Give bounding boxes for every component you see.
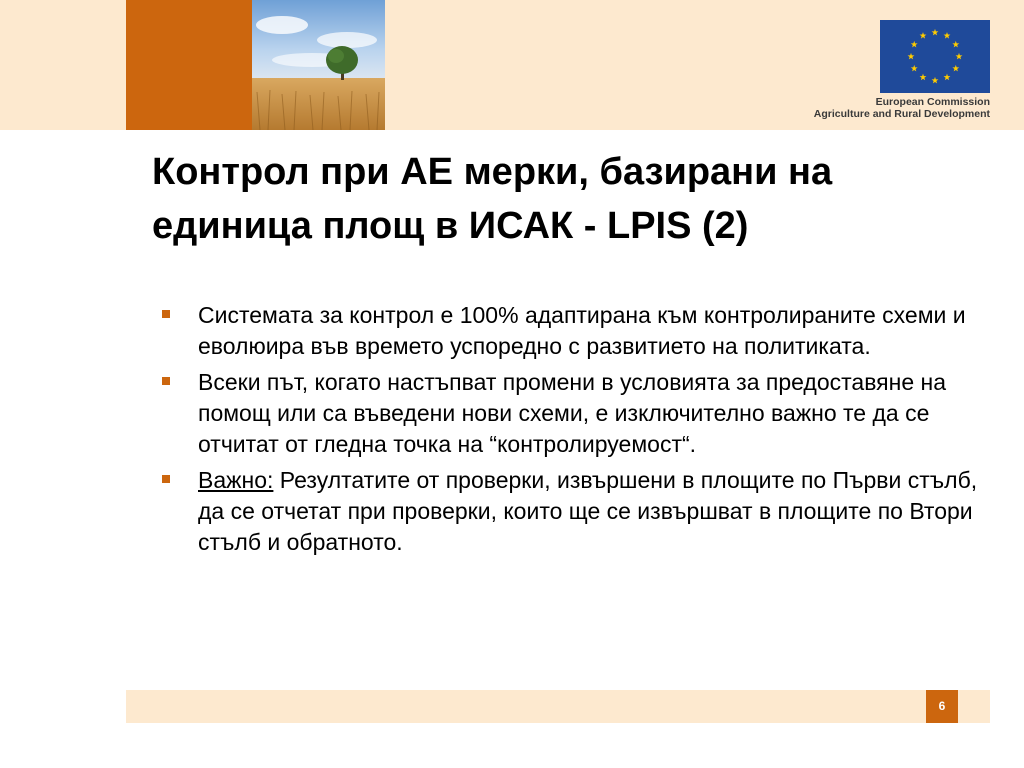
bullet-item (162, 300, 992, 362)
bullet-label: Важно: (198, 467, 274, 493)
bullet-item (162, 465, 992, 558)
page-number: 6 (926, 690, 958, 723)
square-bullet-icon (162, 475, 170, 483)
bullet-text: Системата за контрол е 100% адаптирана към контролираните схеми и еволюира във времето успоредно с развитието на политиката. (198, 302, 966, 359)
square-bullet-icon (162, 377, 170, 385)
eu-flag-icon (880, 20, 990, 93)
slide-title (152, 145, 992, 253)
bullet-text: Всеки път, когато настъпват промени в условията за предоставяне на помощ или са въведени нови схеми, е изключително важно те да се отчитат от гледна точка на “контролируемост“. (198, 369, 947, 457)
bullet-list (162, 300, 992, 563)
wheat-field-tree-image (252, 0, 385, 130)
bullet-text: Резултатите от проверки, извършени в площите по Първи стълб, да се отчетат при проверки, които ще се извършват в площите по Втори стълб и обратното. (198, 467, 978, 555)
bullet-item (162, 367, 992, 460)
slide-title-line-1: Контрол при АЕ мерки, базирани на (152, 151, 833, 193)
organization-line-1: European Commission (875, 96, 990, 108)
wheat-field-tree-icon (252, 0, 385, 130)
footer-band (126, 690, 990, 723)
organization-line-2: Agriculture and Rural Development (813, 108, 990, 120)
header-accent-block (126, 0, 252, 130)
slide-title-line-2: единица площ в ИСАК - LPIS (2) (152, 205, 749, 247)
square-bullet-icon (162, 310, 170, 318)
organization-name (790, 96, 990, 120)
